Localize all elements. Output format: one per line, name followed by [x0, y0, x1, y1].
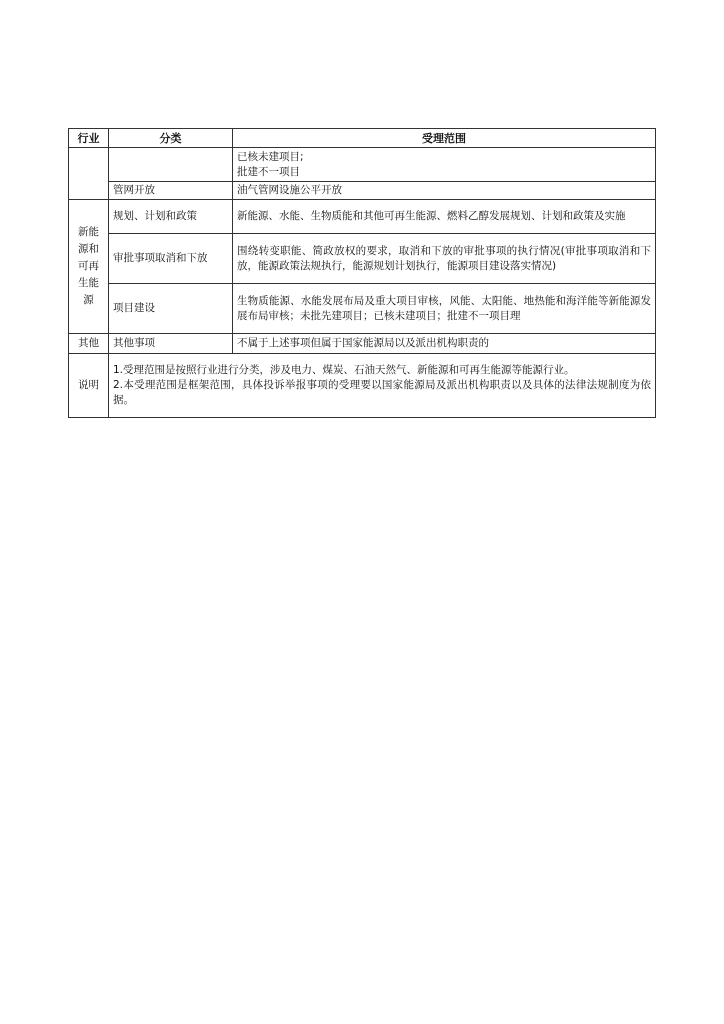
- header-industry: 行业: [69, 129, 109, 148]
- category-cell-project: 项目建设: [109, 284, 233, 334]
- acceptance-scope-table: [68, 128, 656, 418]
- industry-line: 生能: [78, 277, 99, 289]
- category-cell-continuation: [109, 148, 233, 182]
- industry-line: 源和: [78, 243, 99, 255]
- industry-cell-renewable: [69, 200, 109, 334]
- scope-cell-project: 生物质能源、水能发展布局及重大项目审核，风能、太阳能、地热能和海洋能等新能源发展布局审核；未批先建项目；已核未建项目；批建不一项目理: [233, 284, 656, 334]
- category-cell-approval: 审批事项取消和下放: [109, 234, 233, 284]
- header-category: 分类: [109, 129, 233, 148]
- table-row-notes: [69, 354, 656, 418]
- table-row-other: [69, 334, 656, 354]
- scope-cell-approval: 围绕转变职能、简政放权的要求，取消和下放的审批事项的执行情况(审批事项取消和下放，能源政策法规执行，能源规划计划执行，能源项目建设落实情况): [233, 234, 656, 284]
- industry-cell-notes: 说明: [69, 354, 109, 418]
- scope-cell-other: 不属于上述事项但属于国家能源局以及派出机构职责的: [233, 334, 656, 354]
- industry-line: 源: [83, 294, 94, 306]
- table-row-project: [69, 284, 656, 334]
- table-header-row: [69, 129, 656, 148]
- table-row-planning: [69, 200, 656, 234]
- industry-cell-oil-gas: [69, 148, 109, 200]
- table-row-pipeline: [69, 182, 656, 200]
- scope-cell-planning: 新能源、水能、生物质能和其他可再生能源、燃料乙醇发展规划、计划和政策及实施: [233, 200, 656, 234]
- note-line: 1.受理范围是按照行业进行分类，涉及电力、煤炭、石油天然气、新能源和可再生能源等能源行业。: [113, 364, 575, 376]
- table-row-approval: [69, 234, 656, 284]
- notes-cell: [109, 354, 656, 418]
- category-cell-pipeline: 管网开放: [109, 182, 233, 200]
- scope-line: 批建不一项目: [237, 165, 300, 178]
- header-scope: 受理范围: [233, 129, 656, 148]
- note-line: 2.本受理范围是框架范围，具体投诉举报事项的受理要以国家能源局及派出机构职责以及具体的法律法规制度为依据。: [113, 379, 651, 406]
- table-row-continuation: [69, 148, 656, 182]
- scope-line: 已核未建项目;: [237, 150, 304, 163]
- category-cell-other: 其他事项: [109, 334, 233, 354]
- industry-line: 可再: [78, 260, 99, 272]
- category-cell-planning: 规划、计划和政策: [109, 200, 233, 234]
- scope-cell-continuation: [233, 148, 656, 182]
- industry-cell-other: 其他: [69, 334, 109, 354]
- industry-line: 新能: [78, 226, 99, 238]
- scope-cell-pipeline: 油气管网设施公平开放: [233, 182, 656, 200]
